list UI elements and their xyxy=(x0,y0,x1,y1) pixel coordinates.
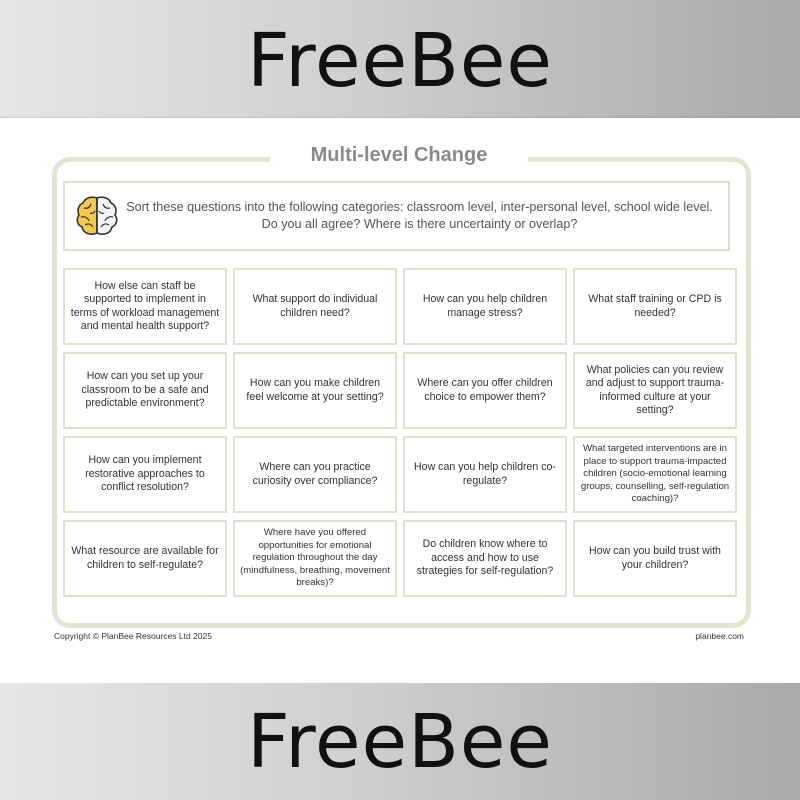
question-card: What support do individual children need? xyxy=(233,268,397,345)
question-card: How can you help children co-regulate? xyxy=(403,436,567,513)
question-card: What policies can you review and adjust to support trauma-informed culture at your setting? xyxy=(573,352,737,429)
question-card: How can you set up your classroom to be a safe and predictable environment? xyxy=(63,352,227,429)
question-card: Do children know where to access and how to use strategies for self-regulation? xyxy=(403,520,567,597)
website-link[interactable]: planbee.com xyxy=(695,631,744,641)
question-card: How can you implement restorative approaches to conflict resolution? xyxy=(63,436,227,513)
instructions-text: Sort these questions into the following categories: classroom level, inter-personal level, school wide level. Do you all agree? Where is there uncertainty or overlap? xyxy=(126,200,713,231)
question-card: What targeted interventions are in place to support trauma-impacted children (socio-emotional learning groups, counselling, self-regulation coaching)? xyxy=(573,436,737,513)
copyright-text: Copyright © PlanBee Resources Ltd 2025 xyxy=(54,631,212,641)
bottom-banner xyxy=(0,683,800,800)
brain-icon xyxy=(73,192,121,240)
top-banner xyxy=(0,0,800,118)
question-card: What resource are available for children to self-regulate? xyxy=(63,520,227,597)
question-card: Where have you offered opportunities for emotional regulation throughout the day (mindfulness, breathing, movement breaks)? xyxy=(233,520,397,597)
worksheet xyxy=(0,118,800,683)
question-card: How can you make children feel welcome at your setting? xyxy=(233,352,397,429)
instructions-box xyxy=(63,181,730,251)
question-card: What staff training or CPD is needed? xyxy=(573,268,737,345)
question-card-grid xyxy=(63,268,737,597)
question-card: How else can staff be supported to implement in terms of workload management and mental health support? xyxy=(63,268,227,345)
banner-title: FreeBee xyxy=(247,698,553,785)
question-card: How can you build trust with your children? xyxy=(573,520,737,597)
question-card: How can you help children manage stress? xyxy=(403,268,567,345)
question-card: Where can you practice curiosity over compliance? xyxy=(233,436,397,513)
worksheet-title: Multi-level Change xyxy=(270,140,528,170)
question-card: Where can you offer children choice to empower them? xyxy=(403,352,567,429)
banner-title: FreeBee xyxy=(247,18,553,104)
